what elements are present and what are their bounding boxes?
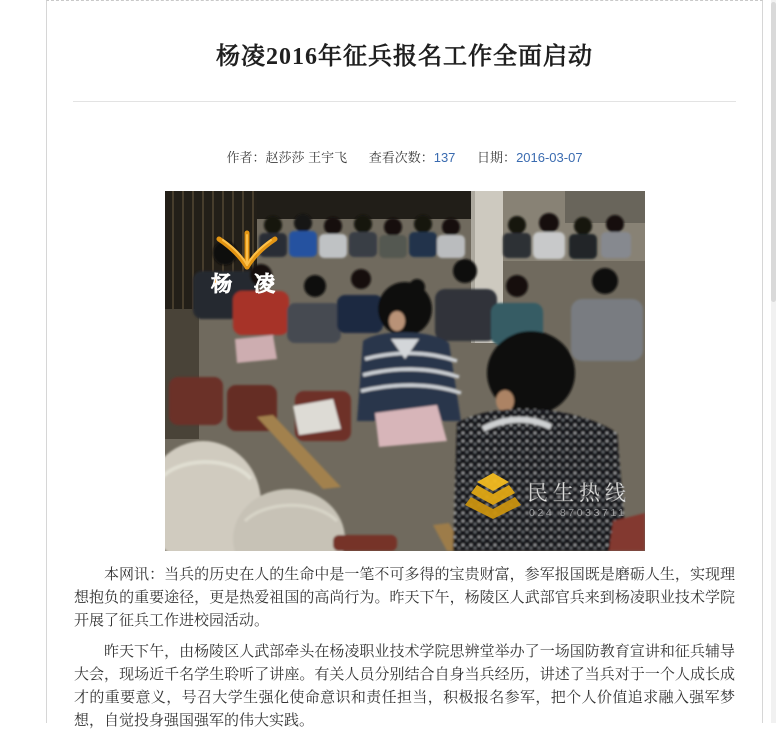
station-logo-text: 杨 凌 xyxy=(210,273,283,296)
auditorium-photo-illustration xyxy=(165,191,645,551)
title-divider xyxy=(73,101,736,102)
date-label: 日期： xyxy=(477,150,517,165)
watermark-text: 民生热线 xyxy=(526,482,631,505)
article-page xyxy=(46,0,763,729)
page-title: 杨凌2016年征兵报名工作全面启动 xyxy=(216,44,593,70)
paragraph-1: 本网讯：当兵的历史在人的生命中是一笔不可多得的宝贵财富，参军报国既是磨砺人生，实现理想抱负的重要途径，更是热爱祖国的高尚行为。昨天下午，杨陵区人武部官兵来到杨凌职业技术学院开展了征兵工作进校园活动。 xyxy=(74,567,735,629)
watermark-number: 024 87033711 xyxy=(528,507,627,519)
paragraph-2: 昨天下午，由杨陵区人武部牵头在杨凌职业技术学院思辨堂举办了一场国防教育宣讲和征兵辅导大会，现场近千名学生聆听了讲座。有关人员分别结合自身当兵经历，讲述了当兵对于一个人成长成才的重要意义，号召大学生强化使命意识和责任担当，积极报名参军，把个人价值追求融入强军梦想，自觉投身强国强军的伟大实践。 xyxy=(74,644,735,729)
article-meta xyxy=(47,148,762,168)
views-value: 137 xyxy=(433,150,456,165)
scrollbar-thumb[interactable] xyxy=(771,2,776,302)
date-value: 2016-03-07 xyxy=(516,150,583,165)
author-segment xyxy=(226,150,347,165)
views-segment xyxy=(369,150,456,165)
article-body xyxy=(74,564,735,733)
author-label: 作者： xyxy=(226,150,266,165)
date-segment xyxy=(477,150,583,165)
scrollbar[interactable] xyxy=(771,0,776,723)
article-photo xyxy=(165,191,645,551)
author-value: 赵莎莎 王宇飞 xyxy=(265,150,348,165)
views-label: 查看次数： xyxy=(368,150,434,165)
